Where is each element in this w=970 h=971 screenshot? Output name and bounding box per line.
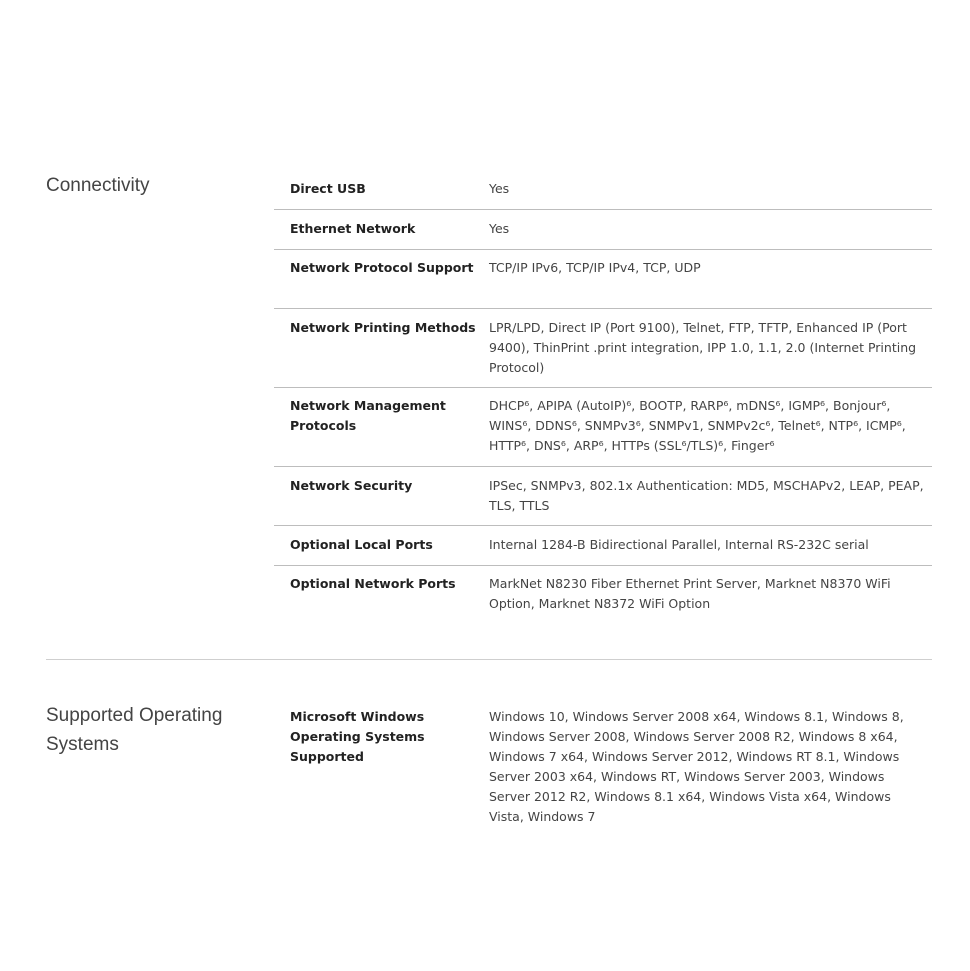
spec-row-network-security: [274, 467, 932, 526]
spec-row-optional-network-ports: [274, 566, 932, 626]
spec-label: Network Management Protocols: [290, 398, 446, 433]
spec-label: Ethernet Network: [290, 221, 416, 236]
spec-value: Windows 10, Windows Server 2008 x64, Windows 8.1, Windows 8, Windows Server 2008, Windows Server 2008 R2, Windows 8 x64, Windows 7 x64, Windows Server 2012, Windows RT 8.1, Windows Server 2003 x64, Windows RT, Windows Server 2003, Windows Server 2012 R2, Windows 8.1 x64, Windows Vista x64, Windows Vista, Windows 7: [489, 709, 904, 824]
spec-label: Network Printing Methods: [290, 320, 476, 335]
spec-value: Yes: [489, 221, 510, 236]
spec-value: Yes: [489, 181, 510, 196]
spec-value: MarkNet N8230 Fiber Ethernet Print Server, Marknet N8370 WiFi Option, Marknet N8372 WiFi Option: [489, 576, 891, 611]
spec-label: Microsoft Windows Operating Systems Supported: [290, 709, 425, 764]
section-title-supported-os: Supported Operating Systems: [46, 705, 223, 755]
os-spec-table: [274, 701, 932, 827]
spec-label: Optional Network Ports: [290, 576, 456, 591]
connectivity-spec-table: [274, 171, 932, 626]
spec-value: TCP/IP IPv6, TCP/IP IPv4, TCP, UDP: [489, 260, 701, 275]
spec-value: Internal 1284-B Bidirectional Parallel, Internal RS-232C serial: [489, 537, 869, 552]
spec-value: DHCP⁶, APIPA (AutoIP)⁶, BOOTP, RARP⁶, mDNS⁶, IGMP⁶, Bonjour⁶, WINS⁶, DDNS⁶, SNMPv3⁶, SNMPv1, SNMPv2c⁶, Telnet⁶, NTP⁶, ICMP⁶, HTTP⁶, DNS⁶, ARP⁶, HTTPs (SSL⁶/TLS)⁶, Finger⁶: [489, 398, 906, 453]
spec-value: IPSec, SNMPv3, 802.1x Authentication: MD5, MSCHAPv2, LEAP, PEAP, TLS, TTLS: [489, 478, 924, 513]
spec-row-network-printing-methods: [274, 309, 932, 388]
spec-value: LPR/LPD, Direct IP (Port 9100), Telnet, FTP, TFTP, Enhanced IP (Port 9400), ThinPrint .print integration, IPP 1.0, 1.1, 2.0 (Internet Printing Protocol): [489, 320, 917, 375]
spec-row-microsoft-windows: [274, 701, 932, 827]
spec-row-direct-usb: [274, 171, 932, 210]
spec-label: Direct USB: [290, 181, 366, 196]
section-title-connectivity: Connectivity: [46, 175, 150, 196]
spec-row-network-protocol-support: [274, 250, 932, 309]
spec-row-network-management-protocols: [274, 388, 932, 467]
spec-label: Optional Local Ports: [290, 537, 433, 552]
spec-row-ethernet-network: [274, 210, 932, 250]
spec-label: Network Security: [290, 478, 413, 493]
section-divider: [46, 659, 932, 660]
spec-row-optional-local-ports: [274, 526, 932, 566]
spec-label: Network Protocol Support: [290, 260, 474, 275]
